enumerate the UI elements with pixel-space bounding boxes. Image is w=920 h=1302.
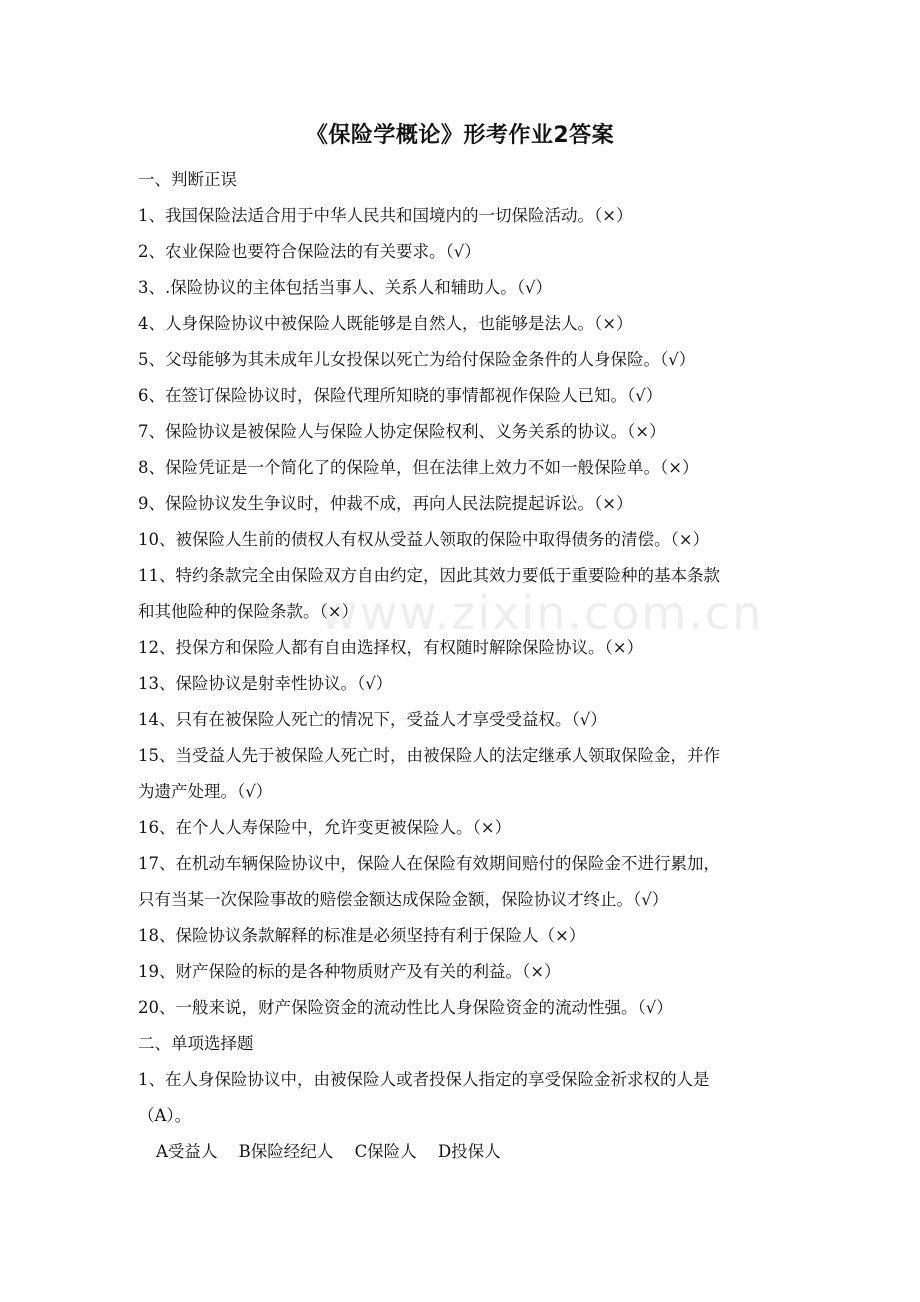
option-d: D投保人 <box>437 1142 501 1161</box>
list-item <box>138 378 788 414</box>
item-text-line: 15、当受益人先于被保险人死亡时，由被保险人的法定继承人领取保险金，并作 <box>138 746 720 765</box>
section-heading-true-false: 一、判断正误 <box>138 170 237 189</box>
list-item <box>138 702 788 738</box>
item-text-line: 10、被保险人生前的债权人有权从受益人领取的保险中取得债务的清偿。（×） <box>138 530 710 549</box>
item-text-line: 和其他险种的保险条款。（×） <box>138 602 359 621</box>
list-item <box>138 990 788 1026</box>
list-item <box>138 630 788 666</box>
list-item <box>138 414 788 450</box>
list-item <box>138 234 788 270</box>
list-item <box>138 846 788 918</box>
item-text-line: 18、保险协议条款解释的标准是必须坚持有利于保险人（×） <box>138 926 586 945</box>
true-false-list <box>138 198 788 1026</box>
list-item <box>138 738 788 810</box>
page-title: 《保险学概论》形考作业2答案 <box>305 123 615 148</box>
item-text-line: 5、父母能够为其未成年儿女投保以死亡为给付保险金条件的人身保险。（√） <box>138 350 696 369</box>
list-item <box>138 666 788 702</box>
item-text-line: 9、保险协议发生争议时，仲裁不成，再向人民法院提起诉讼。（×） <box>138 494 633 513</box>
item-text-line: 3、.保险协议的主体包括当事人、关系人和辅助人。（√） <box>138 278 553 297</box>
item-text-line: 14、只有在被保险人死亡的情况下，受益人才享受受益权。（√） <box>138 710 607 729</box>
document-body <box>138 162 788 1170</box>
item-text-line: 只有当某一次保险事故的赔偿金额达成保险金额，保险协议才终止。（√） <box>138 890 669 909</box>
item-text-line: 20、一般来说，财产保险资金的流动性比人身保险资金的流动性强。（√） <box>138 998 673 1017</box>
item-text-line: 7、保险协议是被保险人与保险人协定保险权利、义务关系的协议。（×） <box>138 422 666 441</box>
item-text-line: 19、财产保险的标的是各种物质财产及有关的利益。（×） <box>138 962 561 981</box>
list-item <box>138 306 788 342</box>
list-item <box>138 450 788 486</box>
item-text-line: 11、特约条款完全由保险双方自由约定，因此其效力要低于重要险种的基本条款 <box>138 566 720 585</box>
list-item <box>138 270 788 306</box>
answer-options <box>138 1134 788 1170</box>
list-item <box>138 342 788 378</box>
list-item <box>138 486 788 522</box>
list-item <box>138 198 788 234</box>
item-text-line: 17、在机动车辆保险协议中，保险人在保险有效期间赔付的保险金不进行累加， <box>138 854 720 873</box>
item-text-line: 8、保险凭证是一个简化了的保险单，但在法律上效力不如一般保险单。（×） <box>138 458 699 477</box>
item-text-line: 12、投保方和保险人都有自由选择权，有权随时解除保险协议。（×） <box>138 638 644 657</box>
list-item <box>138 918 788 954</box>
single-choice-question-1 <box>138 1062 788 1170</box>
question-line: 1、在人身保险协议中，由被保险人或者投保人指定的享受保险金祈求权的人是 <box>138 1070 710 1089</box>
list-item <box>138 810 788 846</box>
question-line: （A）。 <box>138 1106 192 1125</box>
list-item <box>138 558 788 630</box>
list-item <box>138 522 788 558</box>
item-text-line: 2、农业保险也要符合保险法的有关要求。（√） <box>138 242 481 261</box>
item-text-line: 为遗产处理。（√） <box>138 782 273 801</box>
item-text-line: 1、我国保险法适合用于中华人民共和国境内的一切保险活动。（×） <box>138 206 633 225</box>
item-text-line: 6、在签订保险协议时，保险代理所知晓的事情都视作保险人已知。（√） <box>138 386 663 405</box>
option-b: B保险经纪人 <box>238 1142 334 1161</box>
item-text-line: 16、在个人人寿保险中，允许变更被保险人。（×） <box>138 818 512 837</box>
item-text-line: 4、人身保险协议中被保险人既能够是自然人，也能够是法人。（×） <box>138 314 633 333</box>
option-a: A受益人 <box>156 1142 218 1161</box>
watermark-text: www.zixin.com.cn <box>320 586 764 640</box>
list-item <box>138 954 788 990</box>
section-heading-single-choice: 二、单项选择题 <box>138 1034 254 1053</box>
item-text-line: 13、保险协议是射幸性协议。（√） <box>138 674 393 693</box>
option-c: C保险人 <box>354 1142 417 1161</box>
